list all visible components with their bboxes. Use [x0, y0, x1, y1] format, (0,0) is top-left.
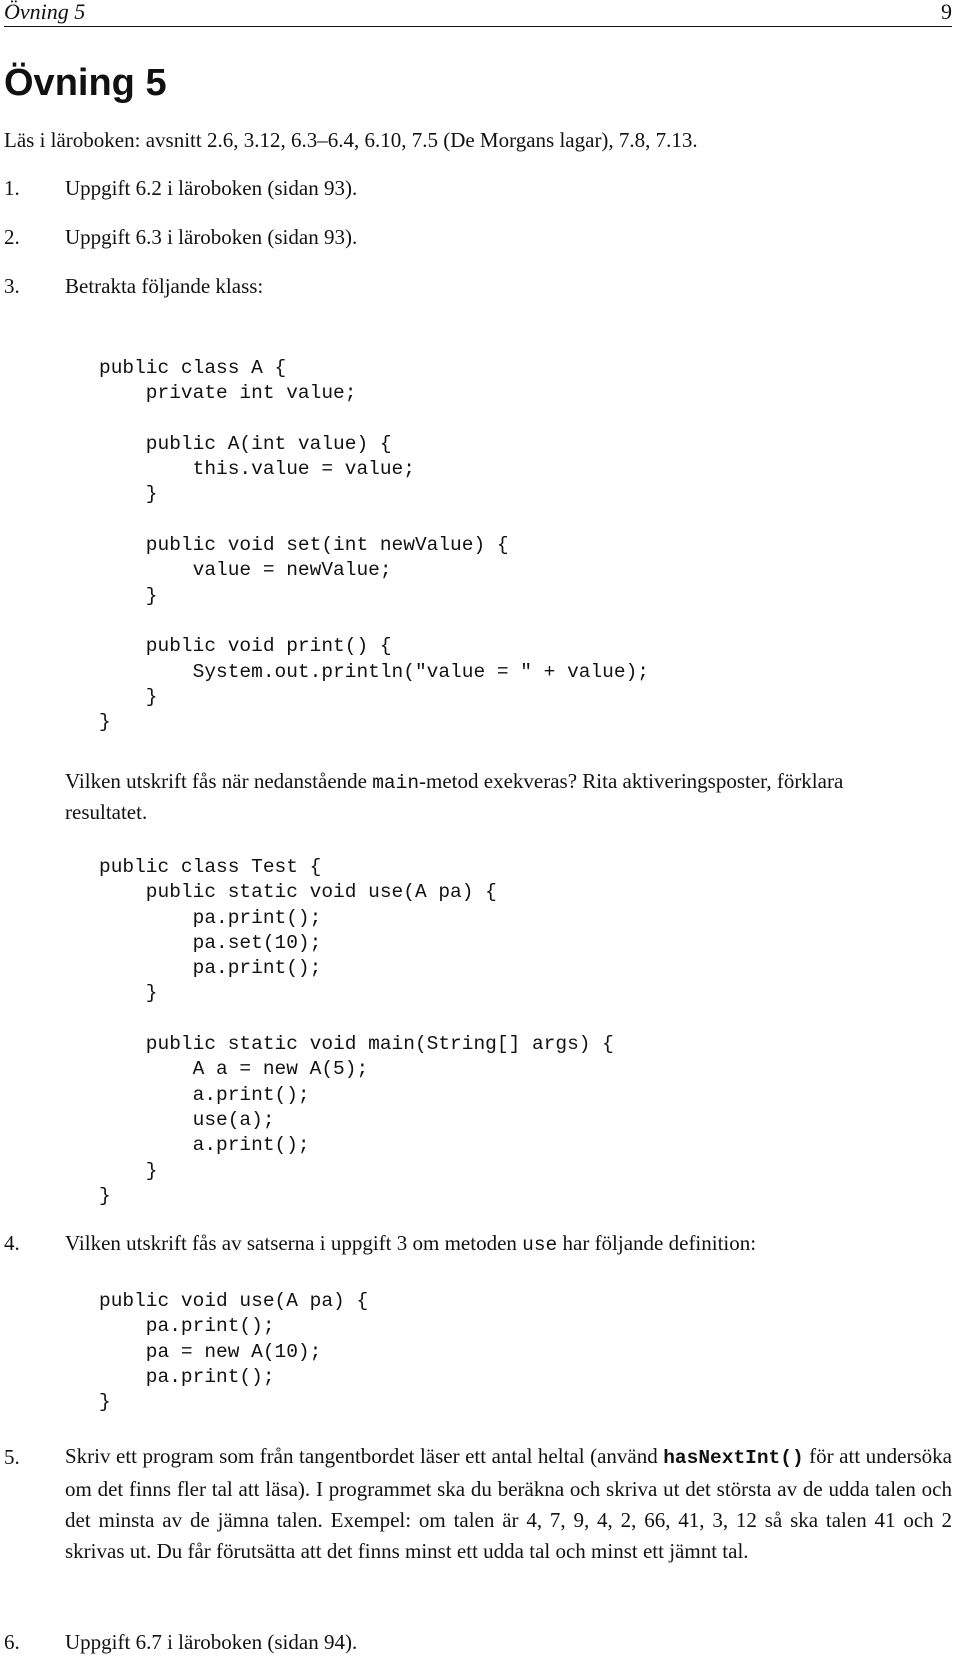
question-3-line-1 — [65, 769, 843, 795]
header-page-number: 9 — [941, 0, 952, 24]
item-number: 6. — [4, 1630, 20, 1654]
item-number: 2. — [4, 225, 20, 249]
code-block-use-method: public void use(A pa) { pa.print(); pa = new A(10); pa.print(); } — [99, 1290, 369, 1414]
question-3-line-2: resultatet. — [65, 800, 148, 824]
item-number: 5. — [4, 1445, 20, 1469]
item-text-part: har följande definition: — [557, 1231, 757, 1255]
running-header — [4, 0, 952, 24]
inline-code-use: use — [522, 1234, 558, 1256]
item-number: 4. — [4, 1231, 20, 1255]
header-chapter-title: Övning 5 — [4, 0, 86, 24]
code-block-class-a: public class A { private int value; public A(int value) { this.value = value; } public void set(int newValue) { value = newValue; } public void print() { System.out.println("value = " + value); } } — [99, 357, 649, 734]
inline-code-main: main — [372, 772, 420, 794]
item-text: Uppgift 6.2 i läroboken (sidan 93). — [65, 176, 358, 200]
header-rule — [4, 26, 952, 27]
code-block-class-test: public class Test { public static void use(A pa) { pa.print(); pa.set(10); pa.print(); } public static void main(String[] args) { A a = new A(5); a.print(); use(a); a.print(); } } — [99, 856, 614, 1207]
item-text: Uppgift 6.7 i läroboken (sidan 94). — [65, 1630, 358, 1654]
item-text — [65, 1441, 952, 1567]
item-text-part: för att undersöka om det finns fler tal att läsa). I programmet ska du beräkna och skriva ut det största av de udda talen och det minsta av de jämna talen. Exempel: om talen är 4, 7, 9, 4, 2, 66, 41, 3, 12 så ska talen 41 och 2 skrivas ut. Du får förutsätta att det finns minst ett udda tal och minst ett jämnt tal. — [65, 1444, 952, 1563]
item-number: 3. — [4, 274, 20, 298]
question-text: Vilken utskrift fås när nedanstående — [65, 769, 373, 793]
item-text-part: Vilken utskrift fås av satserna i uppgift 3 om metoden — [65, 1231, 523, 1255]
page-title: Övning 5 — [4, 62, 167, 104]
question-text: -metod exekveras? Rita aktiveringsposter, förklara — [419, 769, 844, 793]
item-text: Betrakta följande klass: — [65, 274, 264, 298]
item-number: 1. — [4, 176, 20, 200]
item-text: Uppgift 6.3 i läroboken (sidan 93). — [65, 225, 358, 249]
item-text-part: Skriv ett program som från tangentbordet läser ett antal heltal (använd — [65, 1444, 664, 1468]
item-text — [65, 1231, 756, 1257]
inline-code-hasnextint: hasNextInt() — [663, 1447, 804, 1469]
reading-instructions: Läs i läroboken: avsnitt 2.6, 3.12, 6.3–6.4, 6.10, 7.5 (De Morgans lagar), 7.8, 7.13. — [4, 128, 698, 152]
